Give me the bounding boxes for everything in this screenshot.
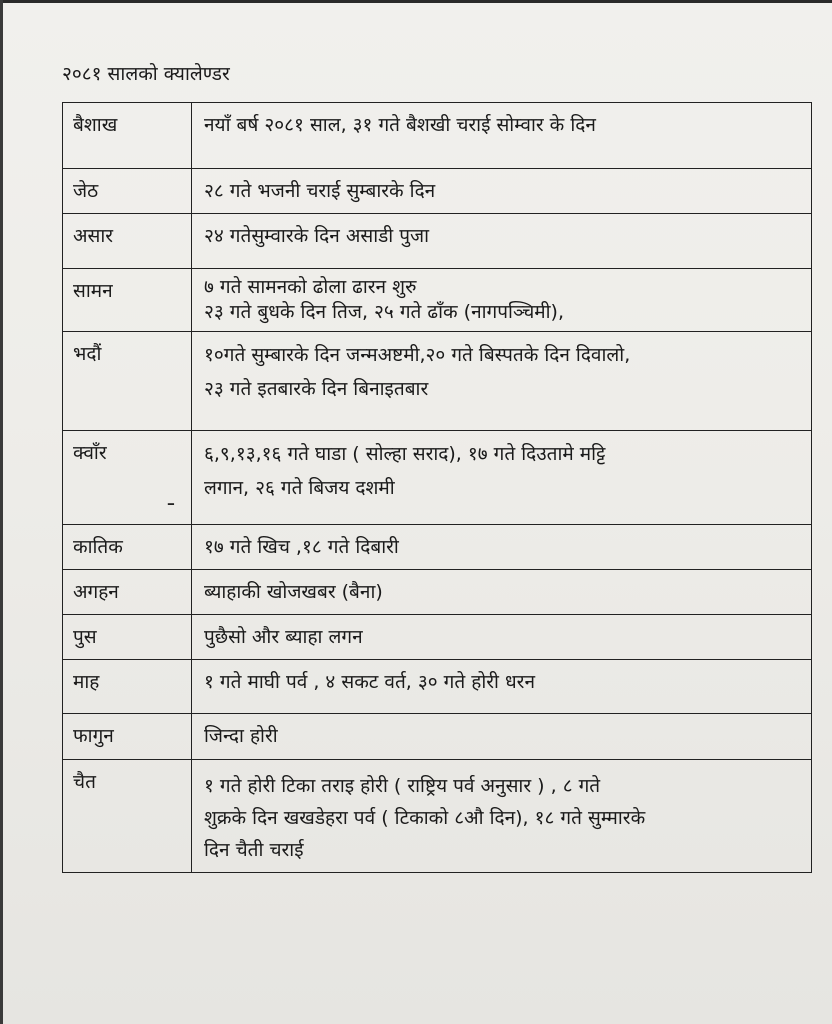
- month-cell: असार: [63, 214, 192, 269]
- event-text: ६,९,१३,१६ गते घाडा ( सोल्हा सराद), १७ गते दिउतामे मट्टि: [204, 443, 606, 465]
- calendar-row: [63, 169, 812, 214]
- calendar-row: [63, 103, 812, 169]
- events-cell: [192, 660, 812, 714]
- calendar-row: [63, 615, 812, 660]
- month-cell: जेठ: [63, 169, 192, 214]
- events-cell: [192, 103, 812, 169]
- month-cell: अगहन: [63, 570, 192, 615]
- events-cell: [192, 570, 812, 615]
- event-text: २३ गते बुधके दिन तिज, २५ गते ढाँक (नागपञ्चिमी),: [204, 301, 565, 323]
- event-text: शुक्रके दिन खखडेहरा पर्व ( टिकाको ८औ दिन), १८ गते सुम्मारके: [204, 807, 646, 829]
- event-text: २८ गते भजनी चराई सुम्बारके दिन: [204, 180, 436, 202]
- event-text: १७ गते खिच ,१८ गते दिबारी: [204, 536, 399, 558]
- event-text: १०गते सुम्बारके दिन जन्मअष्टमी,२० गते बिस्पतके दिन दिवालो,: [204, 344, 631, 366]
- event-text: ब्याहाकी खोजखबर (बैना): [204, 581, 383, 603]
- events-cell: [192, 525, 812, 570]
- calendar-row: [63, 269, 812, 332]
- month-cell: पुस: [63, 615, 192, 660]
- month-cell: माह: [63, 660, 192, 714]
- events-cell: [192, 615, 812, 660]
- calendar-row: [63, 332, 812, 431]
- event-text: २४ गतेसुम्वारके दिन असाडी पुजा: [204, 225, 430, 247]
- calendar-row: [63, 714, 812, 760]
- calendar-row: [63, 214, 812, 269]
- calendar-table: [62, 102, 812, 873]
- event-text: २३ गते इतबारके दिन बिनाइतबार: [204, 378, 429, 400]
- events-cell: [192, 431, 812, 525]
- month-cell: चैत: [63, 760, 192, 873]
- event-text: दिन चैती चराई: [204, 839, 304, 861]
- calendar-row: [63, 525, 812, 570]
- top-border-line: [0, 0, 832, 3]
- event-text: लगान, २६ गते बिजय दशमी: [204, 477, 395, 499]
- month-cell: कातिक: [63, 525, 192, 570]
- month-cell: बैशाख: [63, 103, 192, 169]
- calendar-row: [63, 660, 812, 714]
- month-cell: सामन: [63, 269, 192, 332]
- stray-pen-mark: ـ: [168, 486, 174, 510]
- event-text: नयाँ बर्ष २०८१ साल, ३१ गते बैशखी चराई सोम्वार के दिन: [204, 114, 596, 136]
- calendar-row: [63, 570, 812, 615]
- calendar-row: [63, 760, 812, 873]
- events-cell: [192, 169, 812, 214]
- calendar-row: [63, 431, 812, 525]
- event-text: जिन्दा होरी: [204, 725, 278, 747]
- event-text: १ गते माघी पर्व , ४ सकट वर्त, ३० गते होरी धरन: [204, 671, 535, 693]
- event-text: पुछैसो और ब्याहा लगन: [204, 626, 363, 648]
- events-cell: [192, 332, 812, 431]
- events-cell: [192, 714, 812, 760]
- events-cell: [192, 760, 812, 873]
- event-text: ७ गते सामनको ढोला ढारन शुरु: [204, 276, 417, 298]
- document-title: २०८१ सालको क्यालेण्डर: [62, 63, 230, 85]
- events-cell: [192, 269, 812, 332]
- month-cell: फागुन: [63, 714, 192, 760]
- month-cell: भदौं: [63, 332, 192, 431]
- events-cell: [192, 214, 812, 269]
- month-cell: क्वाँर: [63, 431, 192, 525]
- event-text: १ गते होरी टिका तराइ होरी ( राष्ट्रिय पर्व अनुसार ) , ८ गते: [204, 775, 601, 797]
- left-border-line: [0, 0, 3, 1024]
